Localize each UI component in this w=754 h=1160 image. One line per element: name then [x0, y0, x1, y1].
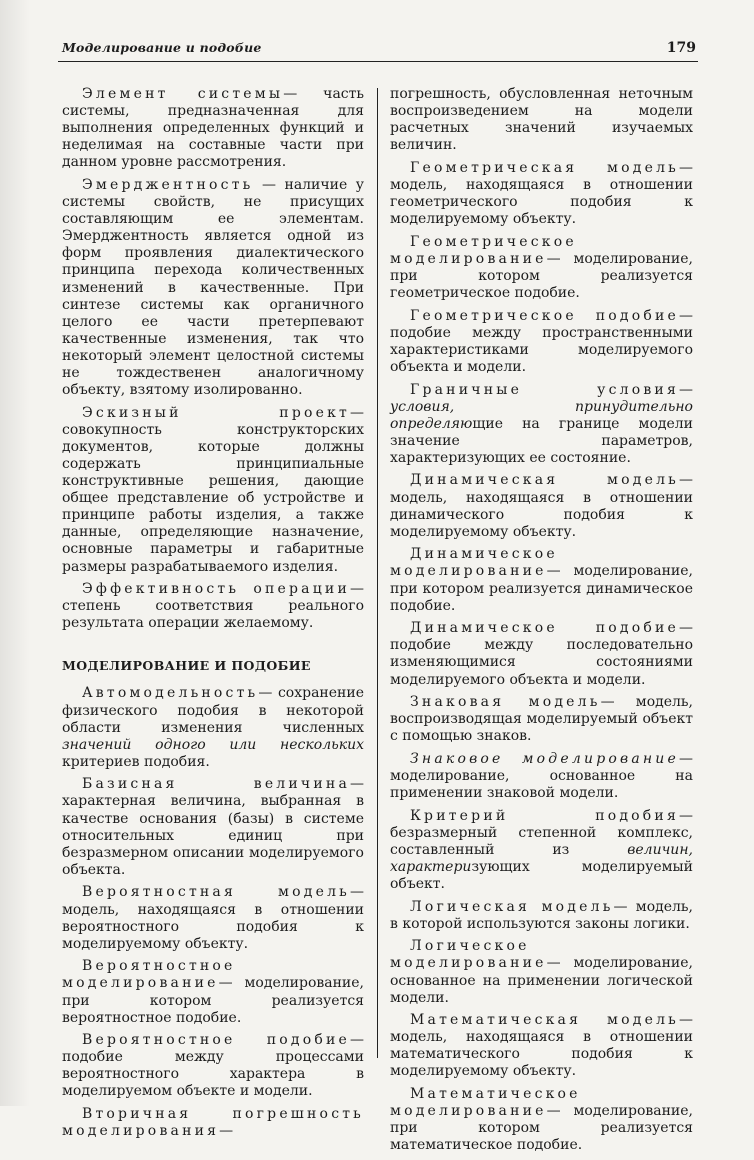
- glossary-entry: [390, 1012, 693, 1080]
- glossary-term: Динамическая модель: [410, 472, 679, 489]
- glossary-term: Эскизный проект: [82, 404, 350, 421]
- glossary-definition: — модель, находящаяся в отношении математического подобия к моделируемому объекту.: [390, 1012, 693, 1080]
- glossary-entry: [62, 177, 364, 399]
- glossary-definition: — модель, находящаяся в отношении динамического подобия к моделируемому объекту.: [390, 472, 693, 540]
- glossary-entry: [390, 899, 693, 933]
- left-column: [62, 86, 364, 1146]
- glossary-definition: — совокупность конструкторских документов, которые должны содержать принципиальные конструктивные решения, дающие общее представление об устройстве и принципе работы изделия, а также данные, определяющие назначение, основные параметры и габаритные размеры разрабатываемого изделия.: [62, 404, 364, 575]
- glossary-entry: [390, 160, 693, 228]
- glossary-term: Вероятностная модель: [82, 884, 350, 901]
- glossary-term: Математическое моделирование: [390, 1086, 581, 1120]
- right-column: [390, 86, 693, 1160]
- glossary-definition: — модель, в которой используются законы логики.: [390, 898, 693, 932]
- glossary-definition: — модель, находящаяся в отношении геометрического подобия к моделируемому объекту.: [390, 159, 693, 228]
- glossary-definition: — моделирование, при котором реализуется вероятностное подобие.: [62, 975, 364, 1026]
- glossary-entry: [62, 776, 364, 879]
- glossary-term: Эффективность операции: [82, 581, 350, 598]
- glossary-term: Вторичная погрешность моделирования: [62, 1106, 364, 1140]
- glossary-entry: [390, 234, 693, 302]
- glossary-entry: [390, 472, 693, 540]
- glossary-entry: [390, 1086, 693, 1154]
- glossary-term: Логическая модель: [410, 898, 614, 915]
- glossary-term: Вероятностное подобие: [82, 1032, 350, 1049]
- glossary-definition: — моделирование, при котором реализуется динамическое подобие.: [390, 563, 693, 614]
- glossary-term: Геометрическое моделирование: [390, 233, 577, 267]
- glossary-term: Вероятностное моделирование: [62, 958, 236, 992]
- glossary-definition: — характерная величина, выбранная в качестве основания (базы) в системе относительных единиц при безразмерном описании моделируемого объекта.: [62, 776, 364, 878]
- glossary-entry: [390, 620, 693, 688]
- glossary-term: Динамическое моделирование: [390, 546, 558, 580]
- glossary-entry: [390, 694, 693, 745]
- glossary-definition: — подобие между процессами вероятностного характера в моделируемом объекте и модели.: [62, 1032, 364, 1100]
- glossary-entry: [390, 938, 693, 1006]
- glossary-definition: — моделирование, основанное на применении логической модели.: [390, 955, 693, 1006]
- glossary-entry: [62, 581, 364, 632]
- section-heading: МОДЕЛИРОВАНИЕ И ПОДОБИЕ: [62, 658, 311, 674]
- glossary-term: Знаковая модель: [410, 694, 601, 711]
- glossary-term: Математическая модель: [410, 1012, 679, 1029]
- glossary-entry: [62, 1106, 364, 1140]
- glossary-entry: [390, 751, 693, 802]
- glossary-entry: [390, 308, 693, 376]
- glossary-term: Геометрическое подобие: [410, 307, 679, 324]
- glossary-definition: — модель, воспроизводящая моделируемый объект с помощью знаков.: [390, 694, 693, 745]
- glossary-entry: [62, 405, 364, 576]
- glossary-definition: щие на границе модели значение параметров, характеризующих ее состояние.: [390, 415, 693, 466]
- glossary-term: Геометрическая модель: [410, 159, 679, 176]
- glossary-definition: —: [219, 1123, 234, 1140]
- glossary-definition: —: [679, 381, 693, 398]
- glossary-entry: [62, 685, 364, 770]
- glossary-term: Критерий подобия: [410, 807, 679, 824]
- glossary-term: Элемент системы: [82, 86, 284, 102]
- glossary-term: Базисная величина: [82, 776, 350, 793]
- glossary-entry: [390, 808, 693, 893]
- glossary-term: Логическое моделирование: [390, 938, 547, 972]
- glossary-definition: — моделирование, при котором реализуется математическое подобие.: [390, 1103, 693, 1154]
- glossary-entry: [62, 884, 364, 952]
- glossary-term: Динамическое подобие: [410, 620, 679, 637]
- glossary-definition: — безразмерный степенной комплекс, составленный из: [390, 807, 693, 858]
- glossary-term: Знаковое моделирование: [410, 750, 679, 767]
- glossary-definition-italic: условия, принудительно определяю: [390, 398, 693, 432]
- glossary-continuation: погрешность, обусловленная неточным воспроизведением на модели расчетных значений изучаемых величин.: [390, 86, 693, 154]
- glossary-term: Эмерджентность: [82, 176, 254, 193]
- glossary-definition-italic: величин, характери: [390, 841, 693, 875]
- glossary-definition: критериев подобия.: [62, 753, 210, 770]
- glossary-definition: — сохранение физического подобия в некоторой области изменения численных: [62, 685, 364, 736]
- glossary-entry: [62, 86, 364, 171]
- column-divider: [377, 88, 378, 1058]
- glossary-entry: [62, 1032, 364, 1100]
- running-header-title: Моделирование и подобие: [62, 40, 262, 55]
- glossary-definition: — моделирование, при котором реализуется геометрическое подобие.: [390, 250, 693, 302]
- glossary-definition: — подобие между последовательно изменяющимися состояниями моделируемого объекта и модели.: [390, 620, 693, 688]
- page-number: 179: [666, 40, 696, 56]
- header-rule: [58, 61, 698, 62]
- glossary-definition: — моделирование, основанное на применении знаковой модели.: [390, 750, 693, 802]
- glossary-definition: зующих моделируемый объект.: [390, 858, 693, 893]
- glossary-entry: [390, 546, 693, 614]
- glossary-definition: — модель, находящаяся в отношении вероятностного подобия к моделируемому объекту.: [62, 884, 364, 952]
- glossary-entry: [390, 382, 693, 467]
- scan-shadow: [0, 0, 30, 1106]
- glossary-entry: [62, 958, 364, 1026]
- glossary-term: Граничные условия: [410, 381, 679, 398]
- glossary-definition: — наличие у системы свойств, не присущих составляющим ее элементам. Эмерджентность является одной из форм проявления диалектического принципа перехода количественных изменений в качественные. При синтезе системы как органичного целого ее части претерпевают качественные изменения, так что некоторый элемент целостной системы не тождественен аналогичному объекту, взятому изолированно.: [62, 176, 364, 399]
- glossary-definition-italic: значений одного или нескольких: [62, 736, 364, 753]
- glossary-definition: — степень соответствия реального результата операции желаемому.: [62, 581, 364, 632]
- glossary-term: Автомодельность: [82, 685, 259, 702]
- glossary-definition: — подобие между пространственными характеристиками моделируемого объекта и модели.: [390, 307, 693, 375]
- glossary-definition: — часть системы, предназначенная для выполнения определенных функций и неделимая на составные части при данном уровне рассмотрения.: [62, 86, 364, 171]
